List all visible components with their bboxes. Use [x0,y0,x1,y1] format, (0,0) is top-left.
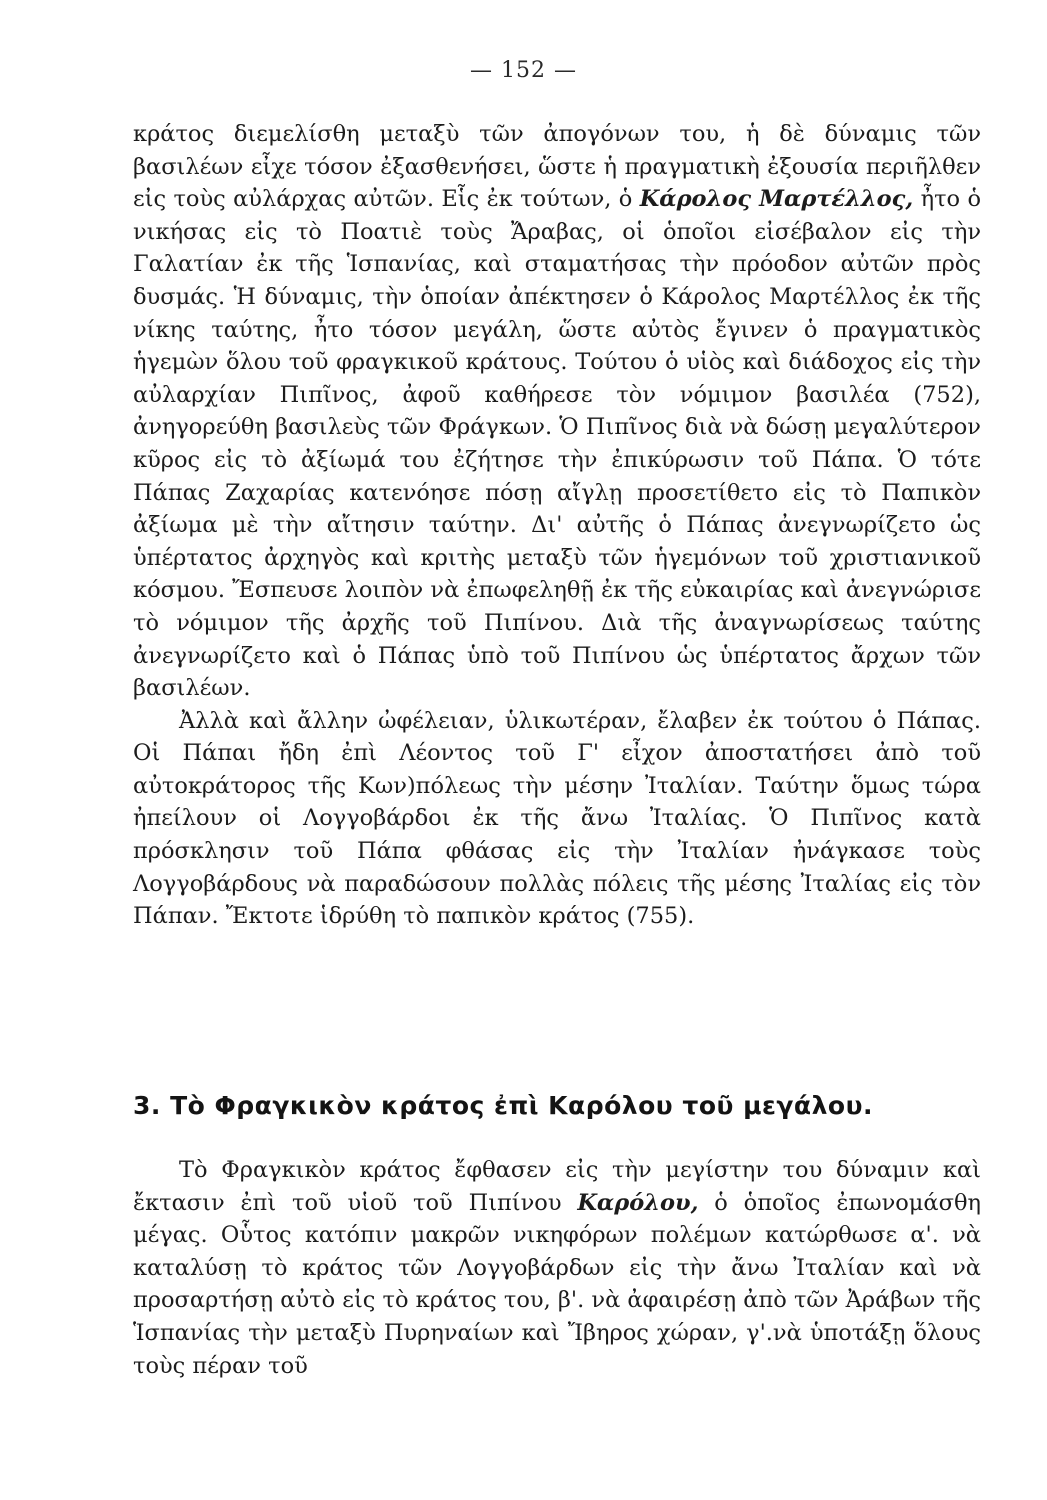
section-paragraph [133,1154,981,1382]
paragraph-2: Ἀλλὰ καὶ ἄλλην ὠφέλειαν, ὑλικωτέραν, ἔλαβεν ἐκ τούτου ὁ Πάπας. Οἱ Πάπαι ἤδη ἐπὶ Λέοντος τοῦ Γ' εἶχον ἀποστατήσει ἀπὸ τοῦ αὐτοκράτορος τῆς Κων)πόλεως τὴν μέσην Ἰταλίαν. Ταύτην ὅμως τώρα ἠπείλουν οἱ Λογγοβάρδοι ἐκ τῆς ἄνω Ἰταλίας. Ὁ Πιπῖνος κατὰ πρόσκλησιν τοῦ Πάπα φθάσας εἰς τὴν Ἰταλίαν ἠνάγκασε τοὺς Λογγοβάρδους νὰ παραδώσουν πολλὰς πόλεις τῆς μέσης Ἰταλίας εἰς τὸν Πάπαν. Ἔκτοτε ἱδρύθη τὸ παπικὸν κράτος (755). [133,707,981,930]
name-karolou: Καρόλου, [577,1189,699,1216]
paragraph-1-text-b: ἦτο ὁ νικήσας εἰς τὸ Ποατιὲ τοὺς Ἄραβας, οἱ ὁποῖοι εἰσέβαλον εἰς τὴν Γαλατίαν ἐκ τῆς Ἱσπανίας, καὶ σταματήσας τὴν πρόοδον αὐτῶν πρὸς δυσμάς. Ἡ δύναμις, τὴν ὁποίαν ἀπέκτησεν ὁ Κάρολος Μαρτέλλος ἐκ τῆς νίκης ταύτης, ἦτο τόσον μεγάλη, ὥστε αὐτὸς ἔγινεν ὁ πραγματικὸς ἡγεμὼν ὅλου τοῦ φραγκικοῦ κράτους. Τούτου ὁ υἱὸς καὶ διάδοχος εἰς τὴν αὐλαρχίαν Πιπῖνος, ἀφοῦ καθήρεσε τὸν νόμιμον βασιλέα (752), ἀνηγορεύθη βασιλεὺς τῶν Φράγκων. Ὁ Πιπῖνος διὰ νὰ δώσῃ μεγαλύτερον κῦρος εἰς τὸ ἀξίωμά του ἐζήτησε τὴν ἐπικύρωσιν τοῦ Πάπα. Ὁ τότε Πάπας Ζαχαρίας κατενόησε πόσῃ αἴγλῃ προσετίθετο εἰς τὸ Παπικὸν ἀξίωμα μὲ τὴν αἴτησιν ταύτην. Δι' αὐτῆς ὁ Πάπας ἀνεγνωρίζετο ὡς ὑπέρτατος ἀρχηγὸς καὶ κριτὴς μεταξὺ τῶν ἡγεμόνων τοῦ χριστιανικοῦ κόσμου. Ἔσπευσε λοιπὸν νὰ ἐπωφεληθῇ ἐκ τῆς εὐκαιρίας καὶ ἀνεγνώρισε τὸ νόμιμον τῆς ἀρχῆς τοῦ Πιπίνου. Διὰ τῆς ἀναγνωρίσεως ταύτης ἀνεγνωρίζετο καὶ ὁ Πάπας ὑπὸ τοῦ Πιπίνου ὡς ὑπέρτατος ἄρχων τῶν βασιλέων. [133,186,981,702]
page-number: — 152 — [470,58,577,83]
body-text [133,118,981,933]
section-paragraph-text-a: Τὸ Φραγκικὸν κράτος ἔφθασεν εἰς τὴν μεγίστην του δύναμιν καὶ ἔκτασιν ἐπὶ τοῦ υἱοῦ τοῦ Πιπίνου [133,1157,981,1216]
paragraph-1-text-a: κράτος διεμελίσθη μεταξὺ τῶν ἀπογόνων του, ἡ δὲ δύναμις τῶν βασιλέων εἶχε τόσον ἐξασθενήσει, ὥστε ἡ πραγματικὴ ἐξουσία περιῆλθεν εἰς τοὺς αὐλάρχας αὐτῶν. Εἷς ἐκ τούτων, ὁ [133,121,981,213]
section-paragraph-text-b: ὁ ὁποῖος ἐπωνομάσθη μέγας. Οὗτος κατόπιν μακρῶν νικηφόρων πολέμων κατώρθωσε α'. νὰ καταλύσῃ τὸ κράτος τῶν Λογγοβάρδων εἰς τὴν ἄνω Ἰταλίαν καὶ νὰ προσαρτήσῃ αὐτὸ εἰς τὸ κράτος του, β'. νὰ ἀφαιρέσῃ ἀπὸ τῶν Ἀράβων τῆς Ἱσπανίας τὴν μεταξὺ Πυρηναίων καὶ Ἴβηρος χώραν, γ'.νὰ ὑποτάξῃ ὅλους τοὺς πέραν τοῦ [133,1189,981,1379]
paragraph-1 [133,118,981,705]
section-heading: 3. Τὸ Φραγκικὸν κράτος ἐπὶ Καρόλου τοῦ μεγάλου. [133,1091,873,1120]
name-karolos-martellos: Κάρολος Μαρτέλλος, [639,186,914,213]
